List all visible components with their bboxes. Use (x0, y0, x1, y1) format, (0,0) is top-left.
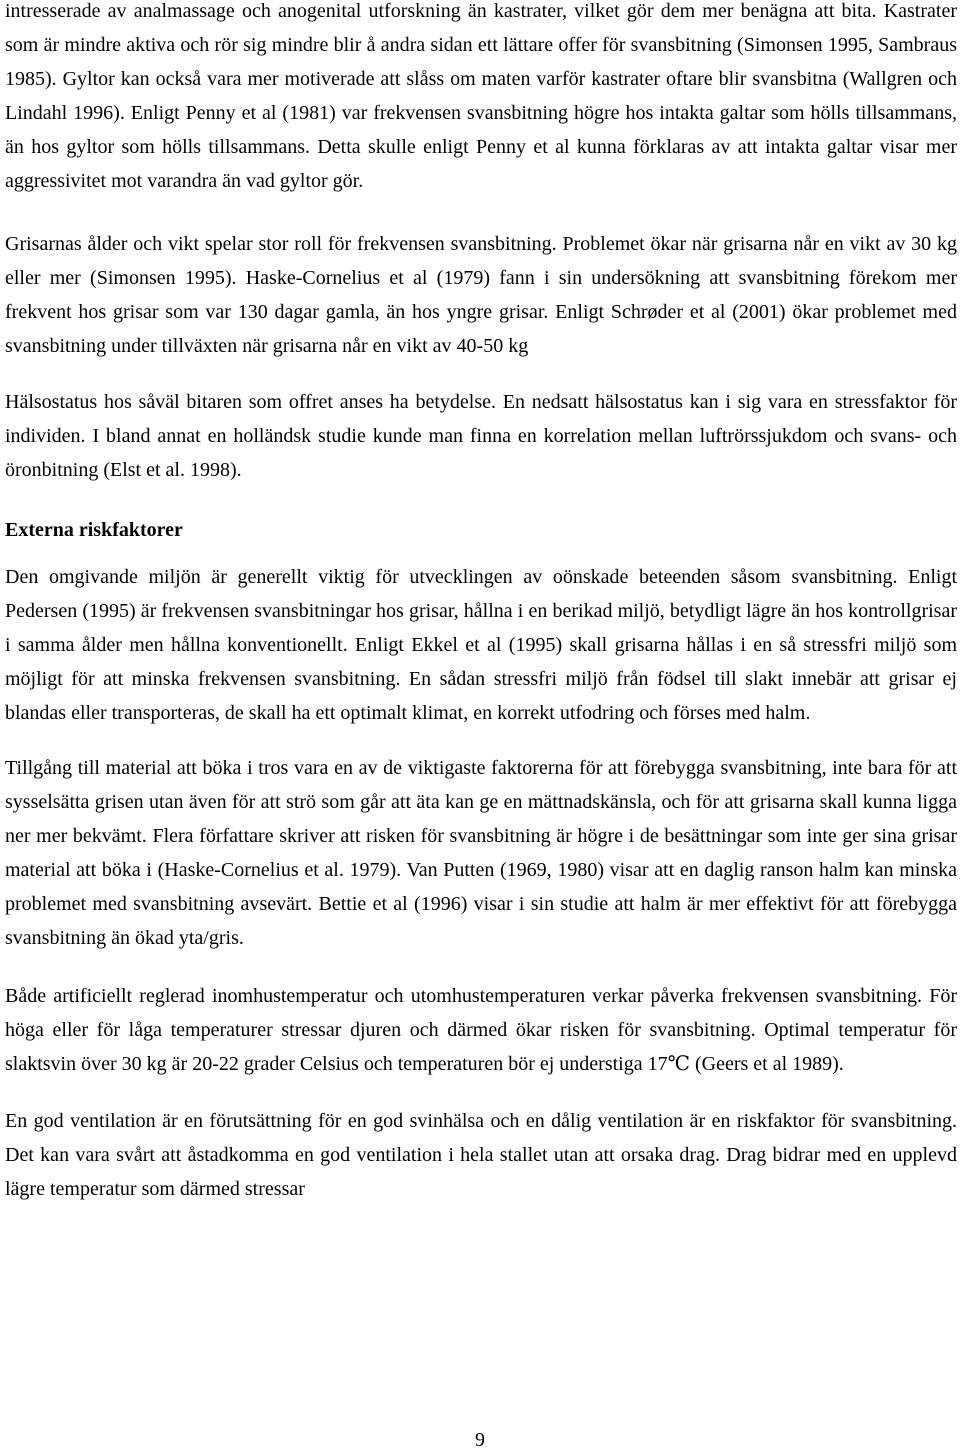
section-heading-external-risk-factors: Externa riskfaktorer (5, 519, 183, 541)
paragraph-ventilation: En god ventilation är en förutsättning för en god svinhälsa och en dålig ventilation är en riskfaktor för svansbitning. Det kan vara svårt att åstadkomma en god ventilation i hela stallet utan att orsaka drag. Drag bidrar med en upplevd lägre temperatur som därmed stressar (5, 1110, 957, 1200)
paragraph-temperature: Både artificiellt reglerad inomhustemperatur och utomhustemperaturen verkar påverka frekvensen svansbitning. För höga eller för låga temperaturer stressar djuren och därmed ökar risken för svansbitning. Optimal temperatur för slaktsvin över 30 kg är 20-22 grader Celsius och temperaturen bör ej understiga 17℃ (Geers et al 1989). (5, 985, 957, 1075)
page-number: 9 (475, 1429, 485, 1451)
paragraph-health-status: Hälsostatus hos såväl bitaren som offret anses ha betydelse. En nedsatt hälsostatus kan i sig vara en stressfaktor för individen. I bland annat en holländsk studie kunde man finna en korrelation mellan luftrörssjukdom och svans- och öronbitning (Elst et al. 1998). (5, 391, 957, 481)
paragraph-rooting-material: Tillgång till material att böka i tros vara en av de viktigaste faktorerna för att förebygga svansbitning, inte bara för att sysselsätta grisen utan även för att strö som går att äta kan ge en mättnadskänsla, och för att grisarna skall kunna ligga ner mer bekvämt. Flera författare skriver att risken för svansbitning är högre i de besättningar som inte ger sina grisar material att böka i (Haske-Cornelius et al. 1979). Van Putten (1969, 1980) visar att en daglig ranson halm kan minska problemet med svansbitning avsevärt. Bettie et al (1996) visar i sin studie att halm är mer effektivt för att förebygga svansbitning än ökad yta/gris. (5, 757, 957, 949)
document-page (5, 0, 957, 1206)
paragraph-age-weight: Grisarnas ålder och vikt spelar stor roll för frekvensen svansbitning. Problemet ökar när grisarna når en vikt av 30 kg eller mer (Simonsen 1995). Haske-Cornelius et al (1979) fann i sin undersökning att svansbitning förekom mer frekvent hos grisar som var 130 dagar gamla, än hos yngre grisar. Enligt Schrøder et al (2001) ökar problemet med svansbitning under tillväxten när grisarna når en vikt av 40-50 kg (5, 233, 957, 357)
paragraph-sex-differences: intresserade av analmassage och anogenital utforskning än kastrater, vilket gör dem mer benägna att bita. Kastrater som är mindre aktiva och rör sig mindre blir å andra sidan ett lättare offer för svansbitning (Simonsen 1995, Sambraus 1985). Gyltor kan också vara mer motiverade att slåss om maten varför kastrater oftare blir svansbitna (Wallgren och Lindahl 1996). Enligt Penny et al (1981) var frekvensen svansbitning högre hos intakta galtar som hölls tillsammans, än hos gyltor som hölls tillsammans. Detta skulle enligt Penny et al kunna förklaras av att intakta galtar visar mer aggressivitet mot varandra än vad gyltor gör. (5, 0, 957, 192)
paragraph-environment: Den omgivande miljön är generellt viktig för utvecklingen av oönskade beteenden såsom svansbitning. Enligt Pedersen (1995) är frekvensen svansbitningar hos grisar, hållna i en berikad miljö, betydligt lägre än hos kontrollgrisar i samma ålder men hållna konventionellt. Enligt Ekkel et al (1995) skall grisarna hållas i en så stressfri miljö som möjligt för att minska frekvensen svansbitning. En sådan stressfri miljö från födsel till slakt innebär att grisar ej blandas eller transporteras, de skall ha ett optimalt klimat, en korrekt utfodring och förses med halm. (5, 566, 957, 724)
